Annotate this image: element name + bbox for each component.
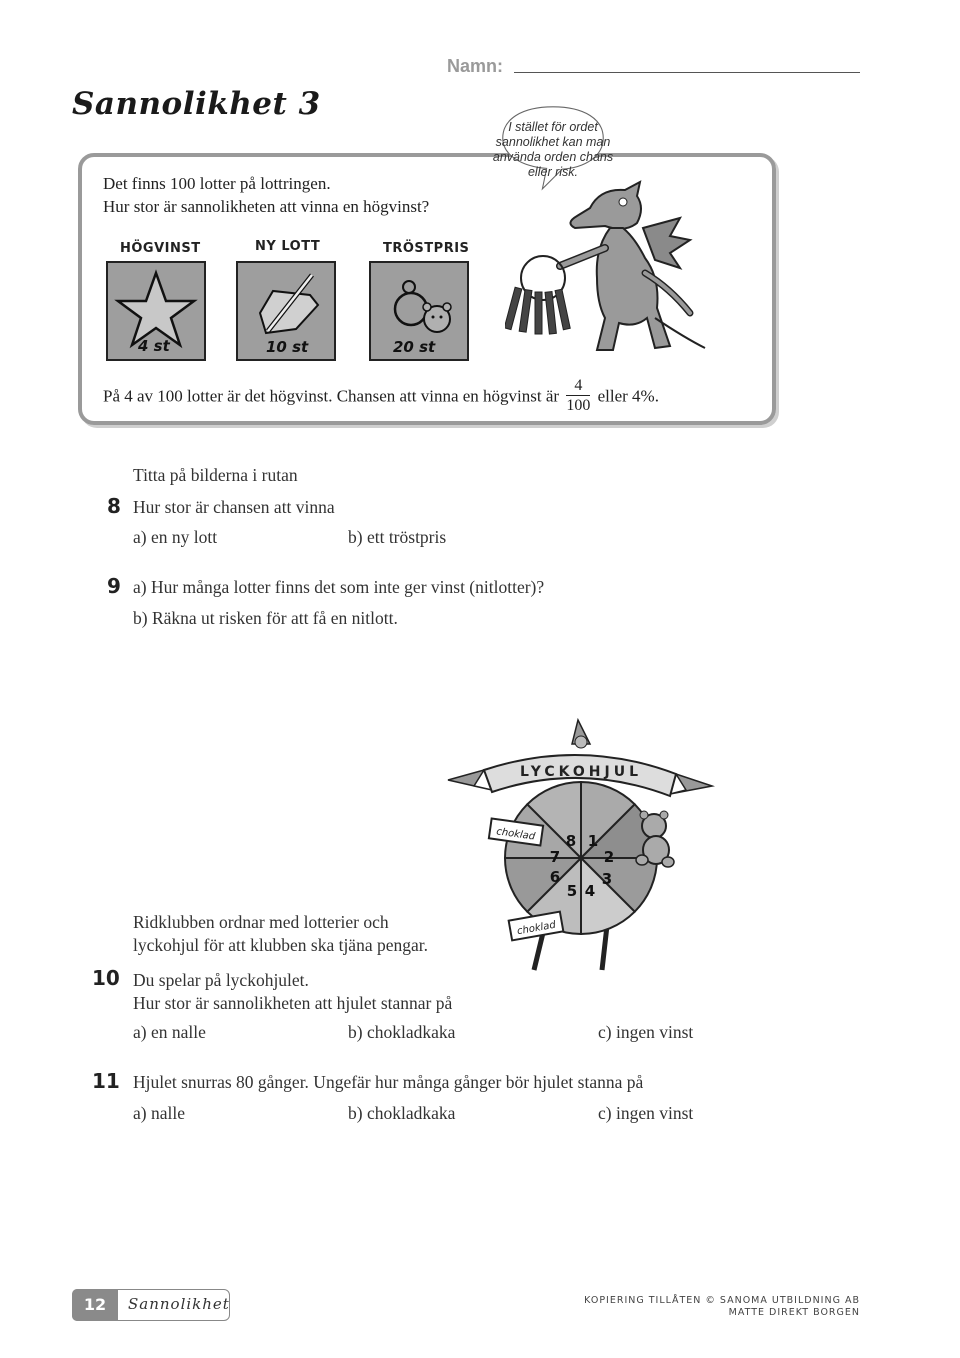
wheel-segment-label: 1 [587,832,599,850]
conclusion-line [103,377,659,416]
task11-number: 11 [92,1069,120,1093]
task11-b: b) chokladkaka [348,1103,456,1123]
prize-label-ny-lott: NY LOTT [255,239,321,254]
prize-count-hogvinst: 4 st [138,337,170,355]
wheel-banner-text: LYCKOHJUL [520,764,642,780]
wheel-segment-label: 4 [584,882,596,900]
task8-a: a) en ny lott [133,527,218,547]
prize-label-hogvinst: HÖGVINST [120,241,201,256]
fraction-denominator: 100 [566,397,591,414]
wheel-segment-label: 8 [565,832,577,850]
info-line-1: Det finns 100 lotter på lottringen. [103,174,331,193]
task9-b: b) Räkna ut risken för att få en nitlott. [133,608,398,628]
prize-count-ny-lott: 10 st [266,338,309,356]
wheel-segment-label: 6 [549,868,561,886]
wheel-segment-label: 2 [603,848,615,866]
lucky-wheel-illustration [444,718,719,978]
copyright-line-1: KOPIERING TILLÅTEN © SANOMA UTBILDNING AB [584,1295,860,1306]
task10-number: 10 [92,966,120,990]
page-topic: Sannolikhet [128,1295,230,1313]
task10-line-2: lyckohjul för att klubben ska tjäna pengar. [133,935,428,955]
wheel-segment-label: 3 [601,870,613,888]
task10-line-3: Du spelar på lyckohjulet. [133,970,309,990]
prize-label-trostpris: TRÖSTPRIS [383,241,470,256]
task9-a: a) Hur många lotter finns det som inte ger vinst (nitlotter)? [133,577,545,597]
bubble-line: I stället för ordet [508,120,598,134]
info-line-2: Hur stor är sannolikheten att vinna en högvinst? [103,197,430,216]
task10-line-1: Ridklubben ordnar med lotterier och [133,912,389,932]
task11-a: a) nalle [133,1103,185,1123]
speech-bubble-text [486,120,620,180]
task10-b: b) chokladkaka [348,1022,456,1042]
wheel [505,782,657,934]
conclusion-suffix: eller 4%. [597,386,659,406]
chocolate-label: choklad [495,826,536,843]
conclusion-text: På 4 av 100 lotter är det högvinst. Chansen att vinna en högvinst är [103,386,560,406]
task8-intro: Titta på bilderna i rutan [133,465,298,485]
fraction-numerator: 4 [566,377,590,396]
task9-number: 9 [107,574,121,598]
wheel-segment-label: 5 [566,882,578,900]
dragon-illustration [505,178,710,358]
wheel-segment-label: 7 [549,848,561,866]
bubble-line: sannolikhet kan man [495,135,611,149]
page-number: 12 [72,1289,118,1321]
bubble-line: använda orden chans [492,150,614,164]
chocolate-bar-icon [509,912,564,941]
task8-number: 8 [107,494,121,518]
task11-c: c) ingen vinst [598,1103,694,1123]
copyright-line-2: MATTE DIREKT BORGEN [728,1307,860,1318]
page-title: Sannolikhet 3 [72,86,321,122]
bubble-line: eller risk. [527,165,578,179]
task10-line-4: Hur stor är sannolikheten att hjulet stannar på [133,993,453,1013]
name-label: Namn: [447,56,504,76]
chocolate-label: choklad [516,919,557,938]
name-line[interactable] [514,72,860,73]
task8-b: b) ett tröstpris [348,527,447,547]
prize-count-trostpris: 20 st [393,338,436,356]
task10-c: c) ingen vinst [598,1022,694,1042]
task8-question: Hur stor är chansen att vinna [133,497,335,517]
fraction [566,377,590,416]
task10-a: a) en nalle [133,1022,206,1042]
task11-question: Hjulet snurras 80 gånger. Ungefär hur många gånger bör hjulet stanna på [133,1072,644,1092]
